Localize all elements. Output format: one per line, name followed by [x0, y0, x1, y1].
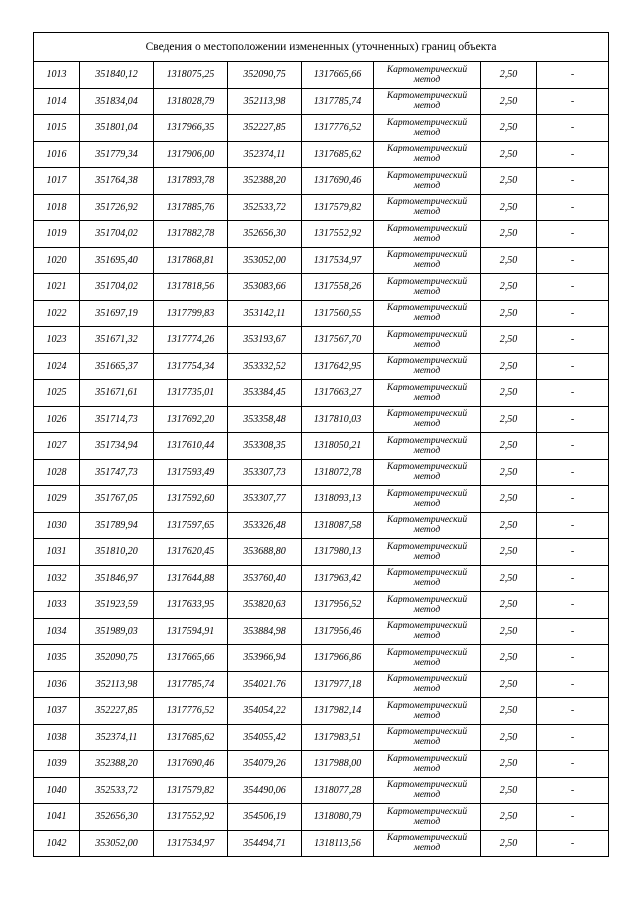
cell-point-number: 1038 — [34, 724, 80, 751]
cell-point-number: 1032 — [34, 565, 80, 592]
cell-new-x: 353820,63 — [228, 592, 302, 619]
cell-note: - — [537, 565, 609, 592]
cell-old-x: 353052,00 — [80, 830, 154, 857]
cell-old-y: 1317597,65 — [154, 512, 228, 539]
cell-point-number: 1013 — [34, 62, 80, 89]
cell-point-number: 1036 — [34, 671, 80, 698]
cell-method: Картометрический метод — [374, 88, 481, 115]
cell-old-x: 352533,72 — [80, 777, 154, 804]
cell-point-number: 1027 — [34, 433, 80, 460]
cell-method: Картометрический метод — [374, 512, 481, 539]
cell-old-y: 1317665,66 — [154, 645, 228, 672]
cell-old-x: 351840,12 — [80, 62, 154, 89]
cell-note: - — [537, 88, 609, 115]
cell-new-x: 354054,22 — [228, 698, 302, 725]
table-row — [34, 671, 609, 698]
cell-accuracy: 2,50 — [481, 88, 537, 115]
cell-method: Картометрический метод — [374, 671, 481, 698]
cell-new-x: 353884,98 — [228, 618, 302, 645]
cell-new-x: 352090,75 — [228, 62, 302, 89]
cell-accuracy: 2,50 — [481, 221, 537, 248]
cell-old-x: 351726,92 — [80, 194, 154, 221]
cell-point-number: 1025 — [34, 380, 80, 407]
cell-accuracy: 2,50 — [481, 777, 537, 804]
cell-point-number: 1031 — [34, 539, 80, 566]
cell-note: - — [537, 247, 609, 274]
cell-method: Картометрический метод — [374, 459, 481, 486]
table-row — [34, 804, 609, 831]
cell-new-x: 353358,48 — [228, 406, 302, 433]
boundary-coordinates-sheet — [33, 32, 608, 857]
cell-new-y: 1317560,55 — [302, 300, 374, 327]
cell-new-x: 353193,67 — [228, 327, 302, 354]
cell-point-number: 1042 — [34, 830, 80, 857]
cell-new-y: 1317665,66 — [302, 62, 374, 89]
cell-note: - — [537, 221, 609, 248]
cell-old-x: 352656,30 — [80, 804, 154, 831]
cell-old-x: 352227,85 — [80, 698, 154, 725]
cell-note: - — [537, 645, 609, 672]
cell-note: - — [537, 353, 609, 380]
cell-accuracy: 2,50 — [481, 486, 537, 513]
cell-note: - — [537, 459, 609, 486]
cell-point-number: 1018 — [34, 194, 80, 221]
cell-old-x: 351779,34 — [80, 141, 154, 168]
cell-new-y: 1317776,52 — [302, 115, 374, 142]
cell-new-y: 1317980,13 — [302, 539, 374, 566]
cell-new-x: 353307,73 — [228, 459, 302, 486]
cell-old-x: 351671,61 — [80, 380, 154, 407]
coordinates-table — [33, 32, 609, 857]
table-row — [34, 353, 609, 380]
cell-method: Картометрический метод — [374, 168, 481, 195]
cell-method: Картометрический метод — [374, 592, 481, 619]
cell-method: Картометрический метод — [374, 274, 481, 301]
cell-new-y: 1318113,56 — [302, 830, 374, 857]
cell-point-number: 1026 — [34, 406, 80, 433]
cell-old-y: 1317893,78 — [154, 168, 228, 195]
table-row — [34, 88, 609, 115]
cell-new-y: 1317977,18 — [302, 671, 374, 698]
cell-new-y: 1317685,62 — [302, 141, 374, 168]
cell-point-number: 1014 — [34, 88, 80, 115]
table-row — [34, 645, 609, 672]
cell-old-x: 351846,97 — [80, 565, 154, 592]
cell-new-x: 353307,77 — [228, 486, 302, 513]
cell-old-x: 351810,20 — [80, 539, 154, 566]
cell-old-x: 351704,02 — [80, 274, 154, 301]
cell-old-y: 1317633,95 — [154, 592, 228, 619]
table-row — [34, 751, 609, 778]
cell-old-y: 1317882,78 — [154, 221, 228, 248]
cell-point-number: 1030 — [34, 512, 80, 539]
cell-accuracy: 2,50 — [481, 115, 537, 142]
cell-old-y: 1317685,62 — [154, 724, 228, 751]
cell-accuracy: 2,50 — [481, 406, 537, 433]
cell-new-x: 352656,30 — [228, 221, 302, 248]
cell-method: Картометрический метод — [374, 565, 481, 592]
cell-new-x: 353384,45 — [228, 380, 302, 407]
cell-new-x: 352227,85 — [228, 115, 302, 142]
cell-method: Картометрический метод — [374, 777, 481, 804]
cell-note: - — [537, 380, 609, 407]
cell-new-x: 354055,42 — [228, 724, 302, 751]
cell-point-number: 1037 — [34, 698, 80, 725]
cell-note: - — [537, 804, 609, 831]
cell-new-y: 1317966,86 — [302, 645, 374, 672]
cell-new-y: 1317552,92 — [302, 221, 374, 248]
cell-note: - — [537, 777, 609, 804]
cell-point-number: 1020 — [34, 247, 80, 274]
cell-accuracy: 2,50 — [481, 247, 537, 274]
cell-new-y: 1317690,46 — [302, 168, 374, 195]
cell-point-number: 1033 — [34, 592, 80, 619]
cell-old-x: 351764,38 — [80, 168, 154, 195]
cell-new-x: 354490,06 — [228, 777, 302, 804]
cell-old-x: 352090,75 — [80, 645, 154, 672]
cell-old-y: 1317620,45 — [154, 539, 228, 566]
cell-point-number: 1023 — [34, 327, 80, 354]
cell-note: - — [537, 300, 609, 327]
cell-new-x: 354021.76 — [228, 671, 302, 698]
cell-new-x: 353332,52 — [228, 353, 302, 380]
cell-old-x: 351801,04 — [80, 115, 154, 142]
cell-old-y: 1317735,01 — [154, 380, 228, 407]
cell-point-number: 1028 — [34, 459, 80, 486]
cell-method: Картометрический метод — [374, 724, 481, 751]
cell-old-x: 351923,59 — [80, 592, 154, 619]
cell-new-x: 353142,11 — [228, 300, 302, 327]
cell-note: - — [537, 486, 609, 513]
cell-new-y: 1317988,00 — [302, 751, 374, 778]
table-row — [34, 565, 609, 592]
cell-method: Картометрический метод — [374, 618, 481, 645]
cell-new-y: 1317956,52 — [302, 592, 374, 619]
cell-new-y: 1318093,13 — [302, 486, 374, 513]
cell-old-y: 1317552,92 — [154, 804, 228, 831]
cell-new-x: 354506,19 — [228, 804, 302, 831]
cell-old-x: 352113,98 — [80, 671, 154, 698]
cell-accuracy: 2,50 — [481, 433, 537, 460]
table-row — [34, 300, 609, 327]
cell-note: - — [537, 406, 609, 433]
cell-old-y: 1317818,56 — [154, 274, 228, 301]
table-row — [34, 247, 609, 274]
cell-new-y: 1317983,51 — [302, 724, 374, 751]
cell-old-x: 352374,11 — [80, 724, 154, 751]
cell-method: Картометрический метод — [374, 380, 481, 407]
cell-old-y: 1317593,49 — [154, 459, 228, 486]
table-row — [34, 618, 609, 645]
cell-old-y: 1317774,26 — [154, 327, 228, 354]
table-row — [34, 194, 609, 221]
cell-old-x: 351834,04 — [80, 88, 154, 115]
cell-method: Картометрический метод — [374, 221, 481, 248]
table-title: Сведения о местоположении измененных (уточненных) границ объекта — [34, 33, 609, 62]
cell-method: Картометрический метод — [374, 406, 481, 433]
cell-old-x: 351734,94 — [80, 433, 154, 460]
cell-old-y: 1318028,79 — [154, 88, 228, 115]
cell-method: Картометрический метод — [374, 751, 481, 778]
cell-new-y: 1317567,70 — [302, 327, 374, 354]
cell-method: Картометрический метод — [374, 62, 481, 89]
cell-old-y: 1317534,97 — [154, 830, 228, 857]
cell-old-x: 351671,32 — [80, 327, 154, 354]
cell-new-y: 1317663,27 — [302, 380, 374, 407]
table-row — [34, 724, 609, 751]
cell-method: Картометрический метод — [374, 141, 481, 168]
cell-accuracy: 2,50 — [481, 194, 537, 221]
cell-new-x: 354494,71 — [228, 830, 302, 857]
table-row — [34, 141, 609, 168]
cell-accuracy: 2,50 — [481, 380, 537, 407]
cell-note: - — [537, 194, 609, 221]
cell-new-y: 1317534,97 — [302, 247, 374, 274]
table-row — [34, 512, 609, 539]
cell-accuracy: 2,50 — [481, 459, 537, 486]
cell-point-number: 1024 — [34, 353, 80, 380]
cell-old-y: 1318075,25 — [154, 62, 228, 89]
table-row — [34, 539, 609, 566]
cell-method: Картометрический метод — [374, 804, 481, 831]
cell-method: Картометрический метод — [374, 830, 481, 857]
cell-new-y: 1318080,79 — [302, 804, 374, 831]
cell-point-number: 1039 — [34, 751, 80, 778]
cell-accuracy: 2,50 — [481, 592, 537, 619]
cell-new-y: 1317579,82 — [302, 194, 374, 221]
cell-new-y: 1317956,46 — [302, 618, 374, 645]
table-row — [34, 380, 609, 407]
cell-method: Картометрический метод — [374, 353, 481, 380]
cell-new-x: 353760,40 — [228, 565, 302, 592]
cell-old-y: 1317692,20 — [154, 406, 228, 433]
cell-old-y: 1317885,76 — [154, 194, 228, 221]
cell-note: - — [537, 751, 609, 778]
cell-method: Картометрический метод — [374, 300, 481, 327]
cell-method: Картометрический метод — [374, 115, 481, 142]
cell-note: - — [537, 671, 609, 698]
cell-accuracy: 2,50 — [481, 565, 537, 592]
cell-point-number: 1035 — [34, 645, 80, 672]
cell-new-x: 353308,35 — [228, 433, 302, 460]
cell-point-number: 1029 — [34, 486, 80, 513]
cell-new-y: 1317963,42 — [302, 565, 374, 592]
cell-point-number: 1034 — [34, 618, 80, 645]
cell-note: - — [537, 433, 609, 460]
cell-note: - — [537, 512, 609, 539]
cell-note: - — [537, 830, 609, 857]
cell-old-y: 1317868,81 — [154, 247, 228, 274]
cell-accuracy: 2,50 — [481, 512, 537, 539]
cell-accuracy: 2,50 — [481, 804, 537, 831]
cell-new-y: 1317982,14 — [302, 698, 374, 725]
cell-note: - — [537, 141, 609, 168]
cell-old-y: 1317776,52 — [154, 698, 228, 725]
cell-new-x: 352533,72 — [228, 194, 302, 221]
cell-point-number: 1021 — [34, 274, 80, 301]
cell-old-y: 1317594,91 — [154, 618, 228, 645]
table-row — [34, 698, 609, 725]
cell-method: Картометрический метод — [374, 194, 481, 221]
cell-new-y: 1317785,74 — [302, 88, 374, 115]
cell-old-y: 1317592,60 — [154, 486, 228, 513]
table-row — [34, 777, 609, 804]
table-row — [34, 406, 609, 433]
cell-accuracy: 2,50 — [481, 645, 537, 672]
cell-old-x: 351697,19 — [80, 300, 154, 327]
cell-new-x: 353326,48 — [228, 512, 302, 539]
cell-note: - — [537, 274, 609, 301]
cell-method: Картометрический метод — [374, 698, 481, 725]
table-row — [34, 433, 609, 460]
cell-new-x: 353688,80 — [228, 539, 302, 566]
cell-note: - — [537, 592, 609, 619]
cell-accuracy: 2,50 — [481, 618, 537, 645]
cell-old-x: 351665,37 — [80, 353, 154, 380]
cell-old-y: 1317644,88 — [154, 565, 228, 592]
cell-new-x: 352388,20 — [228, 168, 302, 195]
cell-old-x: 351714,73 — [80, 406, 154, 433]
cell-old-x: 351695,40 — [80, 247, 154, 274]
cell-new-x: 353083,66 — [228, 274, 302, 301]
table-row — [34, 168, 609, 195]
table-row — [34, 115, 609, 142]
cell-old-y: 1317690,46 — [154, 751, 228, 778]
cell-old-y: 1317966,35 — [154, 115, 228, 142]
table-row — [34, 592, 609, 619]
cell-note: - — [537, 168, 609, 195]
cell-accuracy: 2,50 — [481, 724, 537, 751]
table-row — [34, 274, 609, 301]
cell-note: - — [537, 698, 609, 725]
cell-accuracy: 2,50 — [481, 830, 537, 857]
cell-accuracy: 2,50 — [481, 327, 537, 354]
cell-old-x: 351789,94 — [80, 512, 154, 539]
cell-new-x: 352113,98 — [228, 88, 302, 115]
cell-point-number: 1022 — [34, 300, 80, 327]
cell-new-x: 352374,11 — [228, 141, 302, 168]
cell-point-number: 1019 — [34, 221, 80, 248]
cell-new-y: 1317558,26 — [302, 274, 374, 301]
cell-old-y: 1317610,44 — [154, 433, 228, 460]
cell-old-y: 1317906,00 — [154, 141, 228, 168]
cell-accuracy: 2,50 — [481, 141, 537, 168]
cell-new-y: 1318087,58 — [302, 512, 374, 539]
cell-note: - — [537, 115, 609, 142]
cell-accuracy: 2,50 — [481, 539, 537, 566]
cell-note: - — [537, 327, 609, 354]
cell-accuracy: 2,50 — [481, 168, 537, 195]
table-row — [34, 327, 609, 354]
cell-accuracy: 2,50 — [481, 274, 537, 301]
cell-new-x: 353966,94 — [228, 645, 302, 672]
cell-new-y: 1317810,03 — [302, 406, 374, 433]
table-row — [34, 459, 609, 486]
cell-new-x: 353052,00 — [228, 247, 302, 274]
cell-method: Картометрический метод — [374, 247, 481, 274]
cell-method: Картометрический метод — [374, 486, 481, 513]
cell-point-number: 1016 — [34, 141, 80, 168]
cell-accuracy: 2,50 — [481, 671, 537, 698]
cell-old-x: 351989,03 — [80, 618, 154, 645]
cell-accuracy: 2,50 — [481, 353, 537, 380]
cell-old-y: 1317579,82 — [154, 777, 228, 804]
cell-note: - — [537, 618, 609, 645]
cell-old-x: 351747,73 — [80, 459, 154, 486]
cell-method: Картометрический метод — [374, 327, 481, 354]
cell-accuracy: 2,50 — [481, 698, 537, 725]
cell-point-number: 1017 — [34, 168, 80, 195]
cell-new-y: 1318072,78 — [302, 459, 374, 486]
cell-point-number: 1015 — [34, 115, 80, 142]
cell-new-y: 1318050,21 — [302, 433, 374, 460]
table-row — [34, 62, 609, 89]
cell-accuracy: 2,50 — [481, 62, 537, 89]
cell-old-y: 1317754,34 — [154, 353, 228, 380]
cell-note: - — [537, 62, 609, 89]
cell-old-x: 351767,05 — [80, 486, 154, 513]
cell-method: Картометрический метод — [374, 645, 481, 672]
table-row — [34, 221, 609, 248]
cell-accuracy: 2,50 — [481, 300, 537, 327]
cell-new-y: 1317642,95 — [302, 353, 374, 380]
cell-old-x: 352388,20 — [80, 751, 154, 778]
cell-old-y: 1317799,83 — [154, 300, 228, 327]
cell-method: Картометрический метод — [374, 539, 481, 566]
cell-note: - — [537, 724, 609, 751]
cell-note: - — [537, 539, 609, 566]
cell-old-y: 1317785,74 — [154, 671, 228, 698]
cell-accuracy: 2,50 — [481, 751, 537, 778]
table-row — [34, 486, 609, 513]
table-row — [34, 830, 609, 857]
cell-old-x: 351704,02 — [80, 221, 154, 248]
cell-method: Картометрический метод — [374, 433, 481, 460]
cell-new-y: 1318077,28 — [302, 777, 374, 804]
cell-new-x: 354079,26 — [228, 751, 302, 778]
cell-point-number: 1041 — [34, 804, 80, 831]
cell-point-number: 1040 — [34, 777, 80, 804]
